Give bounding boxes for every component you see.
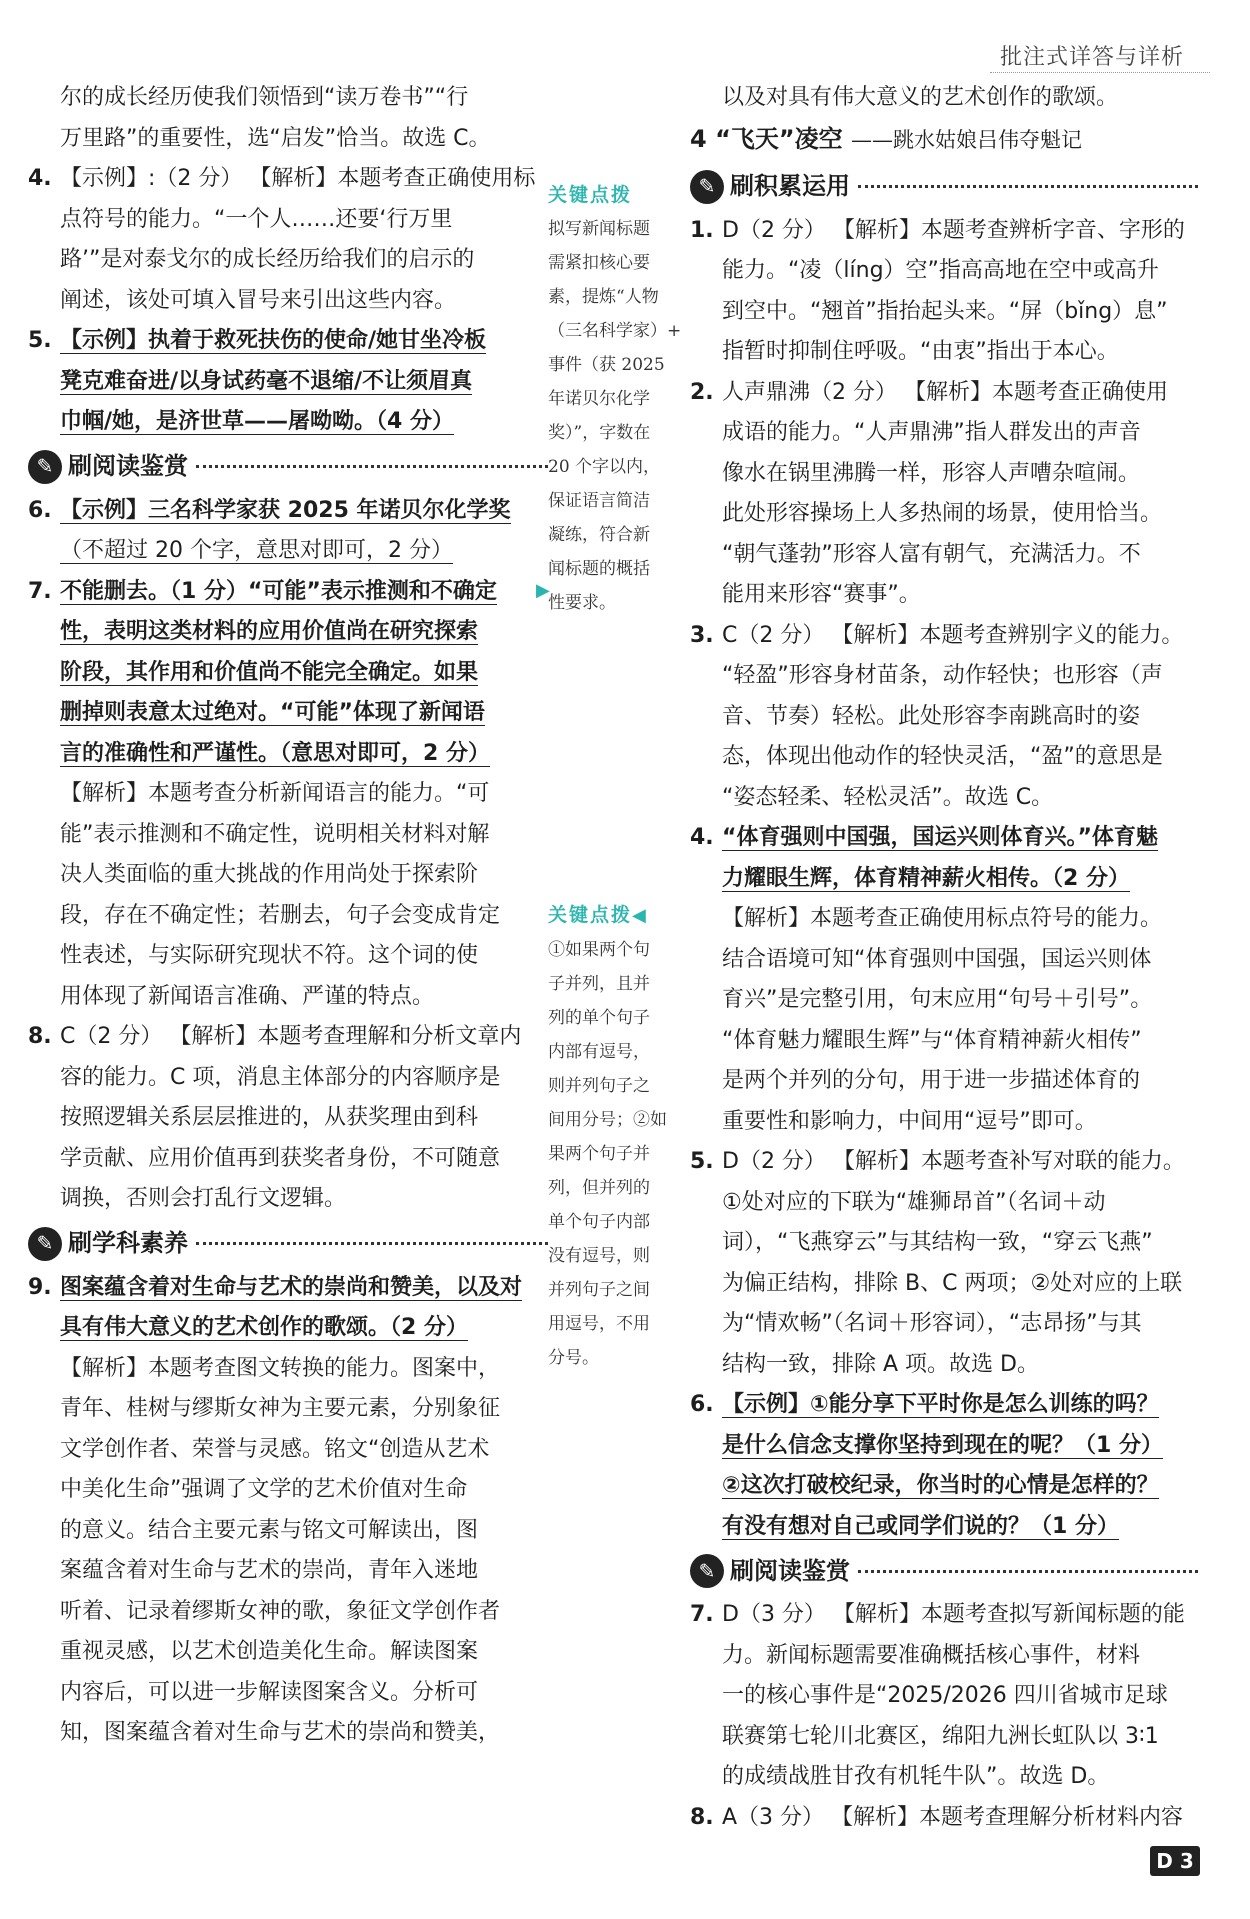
- text-line: 青年、桂树与缪斯女神为主要元素，分别象征: [60, 1396, 501, 1421]
- text-line: 此处形容操场上人多热闹的场景，使用恰当。: [722, 501, 1163, 526]
- text-line: 态，体现出他动作的轻快灵活，“盈”的意思是: [722, 744, 1163, 769]
- section-title: 刷积累运用: [730, 172, 850, 201]
- question-number: 5.: [28, 328, 52, 353]
- section-header-accumulation: [690, 165, 1198, 209]
- text-line: 是什么信念支撑你坚持到现在的呢？（1 分）: [722, 1432, 1163, 1458]
- book-icon: ✎: [690, 170, 724, 204]
- text-line: 图案蕴含着对生命与艺术的崇尚和赞美，以及对: [60, 1274, 523, 1300]
- header-title: 批注式详答与详析: [999, 45, 1184, 70]
- text-line: 决人类面临的重大挑战的作用尚处于探索阶: [60, 862, 479, 887]
- text-line: D（2 分） 【解析】本题考查辨析字音、字形的: [722, 217, 1185, 243]
- text-line: 删掉则表意太过绝对。“可能”体现了新闻语: [60, 700, 485, 725]
- question-number: 2.: [690, 379, 714, 405]
- text-line: （不超过 20 个字，意思对即可，2 分）: [60, 538, 453, 563]
- text-line: C（2 分） 【解析】本题考查辨别字义的能力。: [722, 622, 1184, 648]
- lesson-number: 4: [690, 124, 707, 153]
- question-number: 4.: [690, 825, 714, 850]
- text-line: 路’”是对泰戈尔的成长经历给我们的启示的: [60, 247, 475, 272]
- text-line: 结合语境可知“体育强则中国强，国运兴则体: [722, 946, 1152, 972]
- text-line: 【示例】①能分享下平时你是怎么训练的吗？: [722, 1392, 1159, 1417]
- question-number: 6.: [690, 1392, 714, 1417]
- side-note-line: 20 个字以内，: [548, 457, 661, 477]
- text-line: 重要性和影响力，中间用“逗号”即可。: [722, 1108, 1097, 1134]
- side-note-1: [548, 178, 688, 620]
- text-line: ②这次打破校纪录，你当时的心情是怎样的？: [722, 1473, 1159, 1498]
- text-line: 【解析】本题考查正确使用标点符号的能力。: [722, 906, 1163, 931]
- text-line: C（2 分） 【解析】本题考查理解和分析文章内: [60, 1024, 522, 1049]
- text-line: D（3 分） 【解析】本题考查拟写新闻标题的能: [722, 1602, 1185, 1627]
- section-header-reading: [28, 445, 548, 489]
- question-number: 4.: [28, 166, 52, 191]
- side-note-line: 保证语言简洁: [548, 491, 650, 511]
- text-line: 内容后，可以进一步解读图案含义。分析可: [60, 1679, 479, 1705]
- text-line: 联赛第七轮川北赛区，绵阳九洲长虹队以 3∶1: [722, 1723, 1159, 1749]
- text-line: A（3 分） 【解析】本题考查理解分析材料内容: [722, 1804, 1184, 1830]
- answer-6: [28, 491, 548, 572]
- text-line: 力。新闻标题需要准确概括核心事件，材料: [722, 1642, 1141, 1668]
- text-line: 以及对具有伟大意义的艺术创作的歌颂。: [722, 85, 1119, 110]
- text-line: 音、节奏）轻松。此处形容李南跳高时的姿: [722, 703, 1141, 729]
- question-number: 8.: [28, 1024, 52, 1049]
- text-line: 重视灵感，以艺术创造美化生命。解读图案: [60, 1639, 479, 1664]
- book-icon: ✎: [690, 1554, 724, 1588]
- answer-r3: [690, 616, 1198, 819]
- text-line: 词），“飞燕穿云”与其结构一致，“穿云飞燕”: [722, 1230, 1153, 1255]
- text-line: 【示例】执着于救死扶伤的使命/她甘坐冷板: [60, 328, 487, 353]
- text-line: 尔的成长经历使我们领悟到“读万卷书”“行: [60, 85, 469, 110]
- text-line: 阶段，其作用和价值尚不能完全确定。如果: [60, 659, 479, 685]
- text-line: 能用来形容“赛事”。: [722, 582, 921, 607]
- text-line: 用体现了新闻语言准确、严谨的特点。: [60, 983, 435, 1009]
- question-number: 7.: [690, 1602, 714, 1627]
- section-divider: [196, 1242, 548, 1245]
- side-note-line: 果两个句子并: [548, 1144, 650, 1164]
- side-note-title: 关键点拨◀: [548, 904, 648, 926]
- side-note-line: 拟写新闻标题: [548, 219, 650, 239]
- side-note-line: 子并列，且并: [548, 974, 650, 994]
- side-note-line: 分号。: [548, 1348, 599, 1368]
- header-divider: [990, 72, 1210, 73]
- right-column: [690, 78, 1198, 1838]
- text-line: 的意义。结合主要元素与铭文可解读出，图: [60, 1517, 479, 1543]
- text-line: 听着、记录着缪斯女神的歌，象征文学创作者: [60, 1598, 501, 1624]
- text-line: 一的核心事件是“2025/2026 四川省城市足球: [722, 1683, 1168, 1708]
- question-number: 8.: [690, 1804, 714, 1830]
- section-divider: [196, 465, 548, 468]
- side-note-line: 单个句子内部: [548, 1212, 650, 1232]
- answer-9: [28, 1268, 548, 1754]
- question-number: 6.: [28, 497, 52, 523]
- question-number: 5.: [690, 1149, 714, 1174]
- text-line: 有没有想对自己或同学们说的？（1 分）: [722, 1513, 1119, 1539]
- side-note-title: 关键点拨: [548, 184, 633, 206]
- arrow-right-icon: ▶: [536, 580, 550, 601]
- text-line: 为“情欢畅”（名词＋形容词），“志昂扬”与其: [722, 1311, 1142, 1336]
- text-line: 具有伟大意义的艺术创作的歌颂。（2 分）: [60, 1315, 468, 1340]
- answer-r2: [690, 373, 1198, 616]
- text-line: 阐述，该处可填入冒号来引出这些内容。: [60, 287, 457, 313]
- side-note-line: （三名科学家）+: [548, 321, 682, 341]
- side-note-2: [548, 898, 688, 1375]
- side-note-line: 奖）”，字数在: [548, 423, 651, 443]
- answer-r4: [690, 818, 1198, 1142]
- text-line: 人声鼎沸（2 分） 【解析】本题考查正确使用: [722, 379, 1168, 405]
- book-icon: ✎: [28, 450, 62, 484]
- answer-8: [28, 1017, 548, 1220]
- book-icon: ✎: [28, 1227, 62, 1261]
- text-line: 不能删去。（1 分）“可能”表示推测和不确定: [60, 578, 497, 604]
- question-number: 3.: [690, 622, 714, 648]
- answer-4: [28, 159, 548, 321]
- text-line: 指暂时抑制住呼吸。“由衷”指出于本心。: [722, 339, 1119, 364]
- left-column: [28, 78, 548, 1754]
- side-note-line: ①如果两个句: [548, 940, 650, 960]
- answer-5: [28, 321, 548, 443]
- text-line: 到空中。“翘首”指抬起头来。“屏（bǐng）息”: [722, 298, 1168, 324]
- side-note-line: 内部有逗号，: [548, 1042, 650, 1062]
- side-note-line: 没有逗号，则: [548, 1246, 650, 1266]
- answer-r7: [690, 1595, 1198, 1798]
- text-line: 案蕴含着对生命与艺术的崇尚，青年入迷地: [60, 1558, 479, 1583]
- text-line: 性表述，与实际研究现状不符。这个词的使: [60, 943, 479, 968]
- text-line: 言的准确性和严谨性。（意思对即可，2 分）: [60, 740, 490, 766]
- text-line: 力耀眼生辉，体育精神薪火相传。（2 分）: [722, 865, 1130, 891]
- text-line: 【解析】本题考查分析新闻语言的能力。“可: [60, 781, 490, 806]
- text-line: “体育魅力耀眼生辉”与“体育精神薪火相传”: [722, 1027, 1142, 1053]
- side-note-line: 素，提炼“人物: [548, 287, 659, 307]
- side-note-line: 列的单个句子: [548, 1008, 650, 1028]
- text-line: “姿态轻柔、轻松灵活”。故选 C。: [722, 784, 1054, 810]
- lesson-subtitle: ——跳水姑娘吕伟夺魁记: [850, 127, 1082, 152]
- text-line: 中美化生命”强调了文学的艺术价值对生命: [60, 1477, 468, 1502]
- text-line: 能力。“凌（líng）空”指高高地在空中或高升: [722, 258, 1159, 283]
- text-line: 性，表明这类材料的应用价值尚在研究探索: [60, 619, 479, 644]
- text-line: 凳克难奋进/以身试药毫不退缩/不让须眉真: [60, 368, 473, 394]
- side-note-line: 凝练，符合新: [548, 525, 650, 545]
- text-line: 是两个并列的分句，用于进一步描述体育的: [722, 1068, 1141, 1093]
- answer-r1: [690, 211, 1198, 373]
- side-note-line: 用逗号，不用: [548, 1314, 650, 1334]
- text-line: D（2 分） 【解析】本题考查补写对联的能力。: [722, 1149, 1185, 1174]
- answer-r8: [690, 1798, 1198, 1839]
- answer-r6: [690, 1385, 1198, 1547]
- section-header-literacy: [28, 1222, 548, 1266]
- lesson-title: “飞天”凌空: [715, 124, 843, 153]
- question-number: 7.: [28, 578, 52, 604]
- side-note-line: 事件（获 2025: [548, 355, 665, 375]
- text-line: ①处对应的下联为“雄狮昂首”（名词＋动: [722, 1189, 1106, 1215]
- text-line: 结构一致，排除 A 项。故选 D。: [722, 1351, 1039, 1377]
- text-line: 成语的能力。“人声鼎沸”指人群发出的声音: [722, 420, 1141, 445]
- text-line: 【示例】三名科学家获 2025 年诺贝尔化学奖: [60, 497, 511, 523]
- text-line: 【示例】:（2 分） 【解析】本题考查正确使用标: [60, 166, 536, 191]
- question-number: 9.: [28, 1274, 52, 1300]
- section-title: 刷学科素养: [68, 1229, 188, 1258]
- page-number: D 3: [1150, 1846, 1200, 1876]
- text-line: “朝气蓬勃”形容人富有朝气，充满活力。不: [722, 541, 1141, 567]
- answer-7: [28, 572, 548, 1018]
- text-line: 【解析】本题考查图文转换的能力。图案中，: [60, 1355, 501, 1381]
- text-line: 段，存在不确定性；若删去，句子会变成肯定: [60, 902, 501, 928]
- side-note-line: 年诺贝尔化学: [548, 389, 650, 409]
- section-header-reading-2: [690, 1549, 1198, 1593]
- section-title: 刷阅读鉴赏: [68, 452, 188, 481]
- side-note-line: 性要求。: [548, 593, 616, 613]
- text-line: 调换，否则会打乱行文逻辑。: [60, 1186, 347, 1211]
- question-number: 1.: [690, 217, 714, 243]
- text-line: 能”表示推测和不确定性，说明相关材料对解: [60, 821, 490, 847]
- text-line: 的成绩战胜甘孜有机牦牛队”。故选 D。: [722, 1764, 1110, 1789]
- lesson-heading: [690, 119, 1198, 163]
- text-line: “体育强则中国强，国运兴则体育兴。”体育魅: [722, 825, 1158, 850]
- text-line: 知，图案蕴含着对生命与艺术的崇尚和赞美，: [60, 1720, 501, 1745]
- section-divider: [858, 1570, 1198, 1573]
- text-line: 点符号的能力。“一个人……还要‘行万里: [60, 206, 453, 232]
- side-note-line: 闻标题的概括: [548, 559, 650, 579]
- text-line: 学贡献、应用价值再到获奖者身份，不可随意: [60, 1145, 501, 1171]
- text-line: 巾帼/她，是济世草——屠呦呦。（4 分）: [60, 409, 455, 434]
- side-note-line: 则并列句子之: [548, 1076, 650, 1096]
- text-line: 按照逻辑关系层层推进的，从获奖理由到科: [60, 1105, 479, 1130]
- side-note-line: 列，但并列的: [548, 1178, 650, 1198]
- text-line: 育兴”是完整引用，句末应用“句号＋引号”。: [722, 987, 1153, 1012]
- text-line: 容的能力。C 项，消息主体部分的内容顺序是: [60, 1064, 501, 1090]
- section-divider: [858, 185, 1198, 188]
- text-line: 文学创作者、荣誉与灵感。铭文“创造从艺术: [60, 1436, 490, 1462]
- section-title: 刷阅读鉴赏: [730, 1556, 850, 1585]
- side-note-line: 并列句子之间: [548, 1280, 650, 1300]
- answer-r5: [690, 1142, 1198, 1385]
- text-line: 万里路”的重要性，选“启发”恰当。故选 C。: [60, 125, 491, 151]
- side-note-line: 需紧扣核心要: [548, 253, 650, 273]
- arrow-left-icon: ◀: [632, 905, 648, 926]
- text-line: 为偏正结构，排除 B、C 两项；②处对应的上联: [722, 1270, 1183, 1296]
- text-line: 像水在锅里沸腾一样，形容人声嘈杂喧闹。: [722, 460, 1141, 486]
- side-note-line: 间用分号；②如: [548, 1110, 667, 1130]
- text-line: “轻盈”形容身材苗条，动作轻快；也形容（声: [722, 663, 1163, 688]
